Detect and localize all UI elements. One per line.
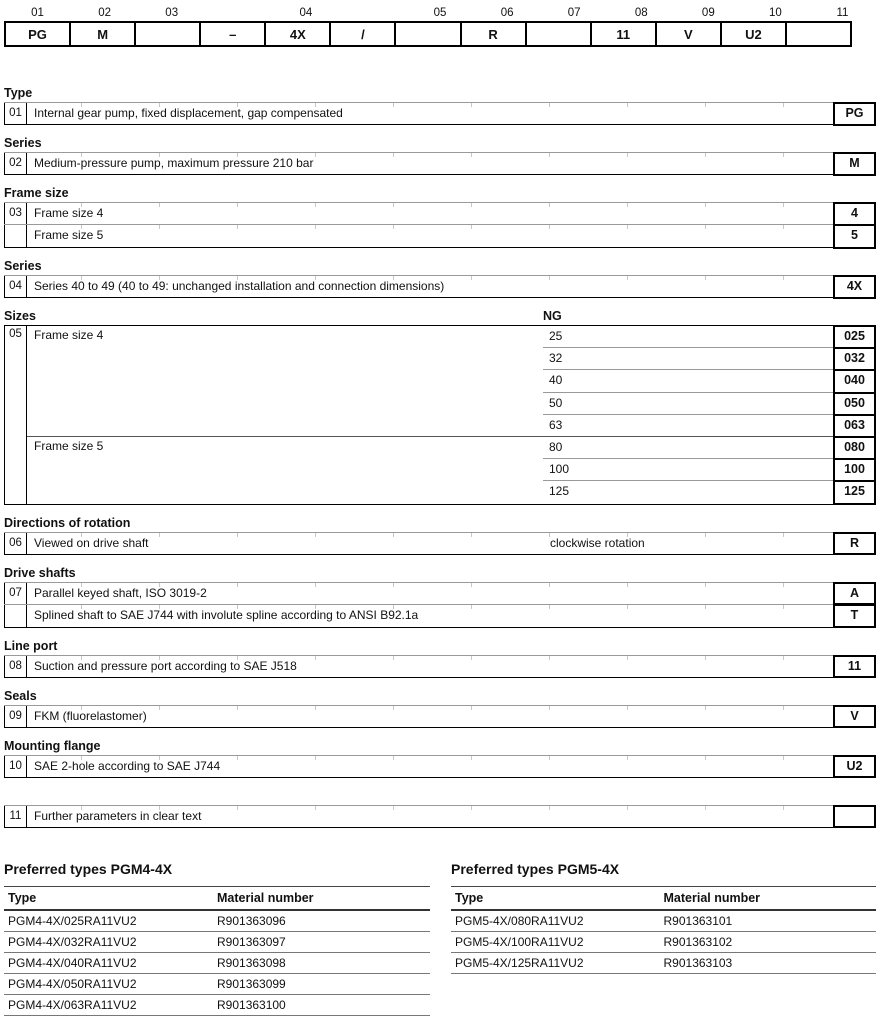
- code-col-number: 11: [836, 7, 849, 19]
- code-col-number: [205, 6, 272, 21]
- code-col-number: 07: [567, 7, 581, 19]
- material-number-cell: R901363096: [217, 913, 286, 928]
- material-number-cell: R901363098: [217, 955, 286, 970]
- row-code: [833, 805, 876, 829]
- ng-value: 32: [543, 348, 833, 370]
- row-code: 025: [833, 325, 876, 349]
- code-cell: M: [69, 21, 136, 47]
- type-cell: PGM4-4X/040RA11VU2: [8, 955, 137, 970]
- row-number: 06: [4, 533, 27, 554]
- code-col-number: 10: [769, 7, 782, 19]
- section-clear-text: [4, 805, 876, 828]
- table-header-row: [4, 887, 430, 911]
- ng-value: 40: [543, 370, 833, 392]
- section-frame-size: [4, 187, 876, 248]
- ng-column-heading: NG: [543, 309, 562, 323]
- table-row: [4, 102, 876, 125]
- table-row: [4, 805, 876, 828]
- section-heading: Frame size: [4, 186, 69, 200]
- size-row: [543, 326, 876, 348]
- column-header-material: Material number: [663, 890, 761, 905]
- row-code: 063: [833, 414, 876, 438]
- row-description: Suction and pressure port according to SAE J518: [34, 658, 297, 673]
- material-number-cell: R901363101: [663, 913, 733, 928]
- code-cell: [134, 21, 201, 47]
- code-col-number: 04: [299, 7, 313, 19]
- row-code: PG: [833, 102, 876, 126]
- rotation-direction-label: clockwise rotation: [550, 535, 645, 550]
- row-description: Series 40 to 49 (40 to 49: unchanged installation and connection dimensions): [34, 279, 445, 293]
- table-row: [4, 995, 430, 1016]
- ordering-code-table: [4, 0, 876, 47]
- table-row: [4, 974, 430, 995]
- table-row: [451, 911, 876, 932]
- section-heading: Drive shafts: [4, 565, 76, 580]
- table-title: Preferred types PGM4-4X: [4, 860, 173, 877]
- code-col-number: [339, 6, 406, 21]
- code-cell: [394, 21, 461, 47]
- row-code: 032: [833, 347, 876, 371]
- sizes-frame-column: [27, 326, 543, 504]
- table-row: [4, 152, 876, 175]
- type-cell: PGM4-4X/025RA11VU2: [8, 913, 137, 928]
- material-number-cell: R901363097: [217, 934, 286, 949]
- row-code: U2: [833, 755, 876, 779]
- size-row: [543, 459, 876, 481]
- section-series-04: [4, 260, 876, 298]
- material-number-cell: R901363099: [217, 976, 286, 991]
- row-code: 4: [833, 202, 876, 226]
- table-row: [4, 655, 876, 678]
- code-col-number: 08: [634, 7, 648, 19]
- row-description: SAE 2-hole according to SAE J744: [34, 758, 221, 773]
- table-row: [4, 953, 430, 974]
- type-cell: PGM4-4X/063RA11VU2: [8, 997, 137, 1012]
- section-line-port: [4, 640, 876, 678]
- row-code: M: [833, 152, 876, 176]
- sizes-heading-row: [4, 310, 876, 325]
- row-code: 11: [833, 655, 876, 679]
- code-cell: R: [460, 21, 527, 47]
- ng-value: 80: [543, 437, 833, 459]
- size-row: [543, 481, 876, 503]
- row-description: Frame size 4: [34, 206, 104, 220]
- row-description: FKM (fluorelastomer): [34, 708, 147, 723]
- code-cell: U2: [720, 21, 787, 47]
- row-description: Medium-pressure pump, maximum pressure 210 bar: [34, 156, 314, 170]
- code-col-number: 05: [433, 7, 447, 19]
- type-cell: PGM5-4X/100RA11VU2: [455, 934, 584, 949]
- type-cell: PGM5-4X/080RA11VU2: [455, 913, 584, 928]
- code-col-number: 02: [98, 7, 112, 19]
- row-number: 04: [4, 276, 27, 297]
- section-rotation: [4, 517, 876, 555]
- row-description: Viewed on drive shaft: [34, 535, 149, 550]
- code-cell: –: [199, 21, 266, 47]
- row-number: 01: [4, 103, 27, 124]
- material-number-cell: R901363103: [663, 955, 733, 970]
- table-row: [451, 953, 876, 974]
- row-number: 09: [4, 706, 27, 727]
- code-cell: [785, 21, 852, 47]
- row-number: 11: [4, 806, 27, 827]
- row-number: 08: [4, 656, 27, 677]
- section-heading: Mounting flange: [4, 738, 101, 753]
- sizes-ng-column: [543, 326, 876, 504]
- size-row: [543, 370, 876, 392]
- row-number: 02: [4, 153, 27, 174]
- section-heading: Line port: [4, 638, 58, 653]
- section-series-02: [4, 137, 876, 175]
- section-type: [4, 87, 876, 125]
- size-row: [543, 415, 876, 437]
- frame-size-5-label: Frame size 5: [34, 439, 104, 453]
- section-heading: Series: [4, 259, 42, 273]
- table-title: Preferred types PGM5-4X: [451, 860, 620, 877]
- section-drive-shafts: [4, 567, 876, 628]
- code-col-number: 09: [701, 7, 715, 19]
- row-code: 5: [833, 224, 876, 249]
- section-heading: Directions of rotation: [4, 515, 131, 530]
- type-cell: PGM4-4X/032RA11VU2: [8, 934, 137, 949]
- code-cell: 11: [590, 21, 657, 47]
- sizes-table: [4, 325, 876, 505]
- ng-value: 63: [543, 415, 833, 437]
- row-code: 125: [833, 480, 876, 504]
- table-row: [4, 225, 876, 248]
- row-code: A: [833, 582, 876, 606]
- column-header-type: Type: [8, 890, 37, 905]
- row-code: R: [833, 532, 876, 556]
- preferred-types-area: [4, 861, 876, 1016]
- code-cell: /: [329, 21, 396, 47]
- row-code: 050: [833, 392, 876, 416]
- row-code: 080: [833, 436, 876, 460]
- size-row: [543, 348, 876, 370]
- code-value-cells: [4, 21, 876, 47]
- row-code: 100: [833, 458, 876, 482]
- table-row: [4, 275, 876, 298]
- code-cell: [525, 21, 592, 47]
- preferred-types-pgm5-table: [451, 861, 876, 1016]
- table-row: [4, 705, 876, 728]
- row-code: 4X: [833, 275, 876, 299]
- table-row: [451, 932, 876, 953]
- material-number-cell: R901363102: [663, 934, 733, 949]
- row-description: Further parameters in clear text: [34, 808, 202, 823]
- preferred-types-pgm4-table: [4, 861, 430, 1016]
- ng-value: 125: [549, 484, 570, 499]
- row-number: 03: [4, 203, 27, 224]
- table-row: [4, 755, 876, 778]
- section-seals: [4, 690, 876, 728]
- code-cell: PG: [4, 21, 71, 47]
- row-description: Internal gear pump, fixed displacement, gap compensated: [34, 106, 343, 120]
- size-row: [543, 437, 876, 459]
- row-description: Splined shaft to SAE J744 with involute spline according to ANSI B92.1a: [34, 607, 419, 622]
- code-column-numbers: [4, 6, 876, 21]
- code-col-number: 01: [31, 7, 44, 19]
- row-number: [4, 605, 27, 627]
- column-header-type: Type: [455, 890, 484, 905]
- material-number-cell: R901363100: [217, 997, 286, 1012]
- row-number: [4, 225, 27, 247]
- section-mounting-flange: [4, 740, 876, 778]
- row-description: Frame size 5: [34, 228, 104, 242]
- type-cell: PGM4-4X/050RA11VU2: [8, 976, 137, 991]
- table-row: [4, 532, 876, 555]
- row-description: Parallel keyed shaft, ISO 3019-2: [34, 585, 207, 600]
- section-heading: Type: [4, 86, 33, 100]
- frame-size-4-label: Frame size 4: [27, 326, 543, 437]
- column-header-material: Material number: [217, 890, 314, 905]
- section-heading: Seals: [4, 688, 37, 703]
- ng-value: 50: [543, 393, 833, 415]
- code-cell: V: [655, 21, 722, 47]
- code-col-number: 06: [500, 7, 514, 19]
- table-header-row: [451, 887, 876, 911]
- row-code: 040: [833, 369, 876, 393]
- section-sizes: [4, 310, 876, 505]
- code-col-number: 03: [165, 7, 179, 19]
- row-number: 07: [4, 583, 27, 604]
- section-heading: Series: [4, 136, 42, 150]
- row-code: T: [833, 604, 876, 629]
- ng-value: 25: [543, 326, 833, 348]
- table-row: [4, 932, 430, 953]
- size-row: [543, 393, 876, 415]
- table-row: [4, 911, 430, 932]
- table-row: [4, 582, 876, 605]
- ng-value: 100: [543, 459, 833, 481]
- row-number: 05: [4, 326, 27, 504]
- table-row: [4, 605, 876, 628]
- type-cell: PGM5-4X/125RA11VU2: [455, 955, 584, 970]
- table-row: [4, 202, 876, 225]
- row-number: 10: [4, 756, 27, 777]
- code-cell: 4X: [264, 21, 331, 47]
- row-code: V: [833, 705, 876, 729]
- section-heading: Sizes: [4, 309, 36, 323]
